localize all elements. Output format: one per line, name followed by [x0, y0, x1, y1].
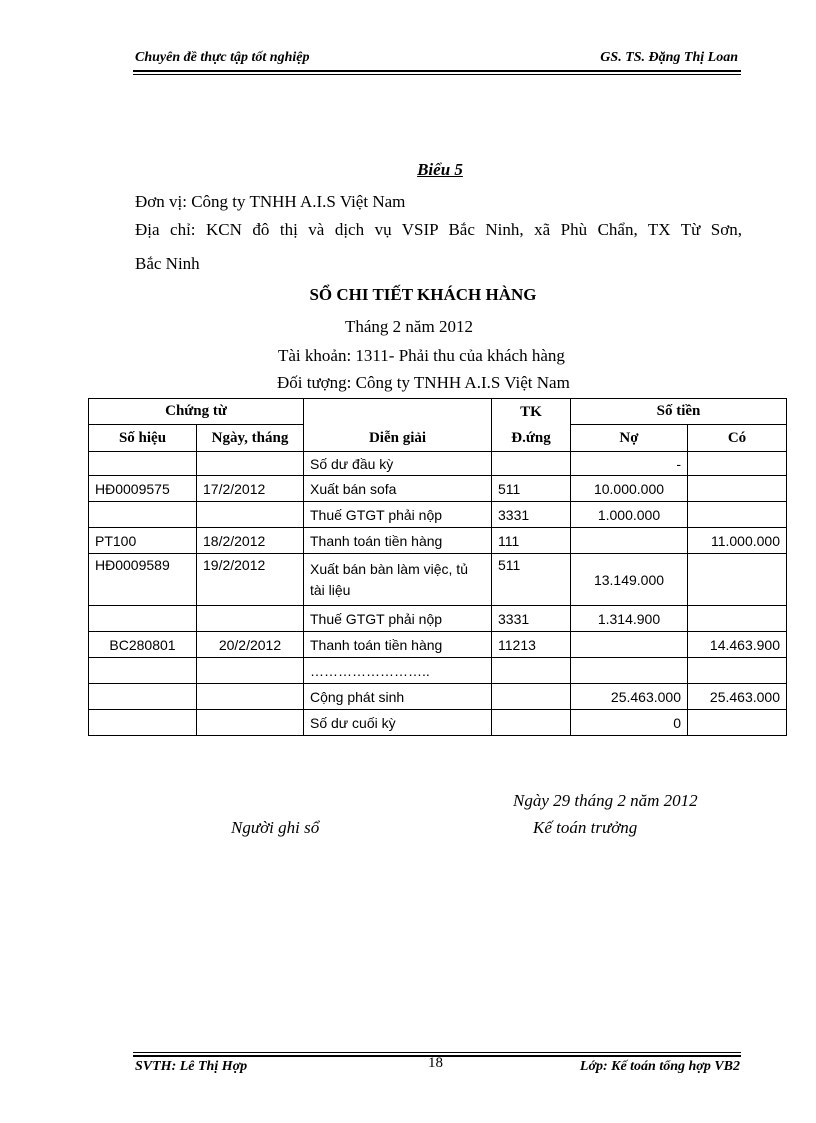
cell-tk: [492, 452, 571, 476]
cell-credit: [688, 476, 787, 502]
header-rule-thin: [133, 74, 741, 75]
cell-desc: Xuất bán bàn làm việc, tủ tài liệu: [304, 554, 492, 606]
cell-desc: Thuế GTGT phải nộp: [304, 502, 492, 528]
cell-date: [197, 452, 304, 476]
header-topic: Chuyên đề thực tập tốt nghiệp: [135, 50, 310, 65]
cell-credit: 11.000.000: [688, 528, 787, 554]
ledger-period: Tháng 2 năm 2012: [345, 317, 473, 336]
table-row: [89, 528, 787, 554]
table-row: [89, 632, 787, 658]
cell-desc: Cộng phát sinh: [304, 684, 492, 710]
footer-class: Lớp: Kế toán tổng hợp VB2: [579, 1059, 740, 1074]
cell-debit: 25.463.000: [571, 684, 688, 710]
cell-debit: 1.000.000: [571, 502, 688, 528]
cell-date: [197, 710, 304, 736]
ledger-subject: Đối tượng: Công ty TNHH A.I.S Việt Nam: [277, 373, 570, 392]
cell-desc: Số dư đầu kỳ: [304, 452, 492, 476]
col-description-header: Diễn giải: [304, 399, 492, 452]
cell-tk: 111: [492, 528, 571, 554]
cell-desc: Thuế GTGT phải nộp: [304, 606, 492, 632]
page-number: 18: [428, 1055, 443, 1071]
table-row: [89, 606, 787, 632]
cell-no: BC280801: [89, 632, 197, 658]
cell-tk: [492, 710, 571, 736]
cell-no: [89, 684, 197, 710]
cell-no: [89, 452, 197, 476]
cell-debit: 1.314.900: [571, 606, 688, 632]
col-contra-account-header: TK Đ.ứng: [492, 399, 571, 452]
cell-no: [89, 658, 197, 684]
cell-desc: Thanh toán tiền hàng: [304, 528, 492, 554]
cell-date: [197, 658, 304, 684]
cell-debit: 10.000.000: [571, 476, 688, 502]
col-debit-header: Nợ: [571, 425, 688, 452]
cell-debit: 0: [571, 710, 688, 736]
header-supervisor: GS. TS. Đặng Thị Loan: [600, 50, 738, 65]
table-row: [89, 502, 787, 528]
cell-credit: [688, 710, 787, 736]
cell-credit: [688, 658, 787, 684]
cell-credit: 14.463.900: [688, 632, 787, 658]
cell-date: [197, 502, 304, 528]
cell-credit: [688, 606, 787, 632]
cell-debit: [571, 528, 688, 554]
footer-rule-thin: [133, 1052, 741, 1053]
address-line-1: Địa chỉ: KCN đô thị và dịch vụ VSIP Bắc Ninh, xã Phù Chẩn, TX Từ Sơn,: [135, 220, 742, 239]
cell-date: 20/2/2012: [197, 632, 304, 658]
cell-desc: Xuất bán sofa: [304, 476, 492, 502]
cell-tk: 511: [492, 476, 571, 502]
unit-line: Đơn vị: Công ty TNHH A.I.S Việt Nam: [135, 192, 406, 211]
cell-no: HĐ0009589: [89, 554, 197, 606]
cell-tk: [492, 658, 571, 684]
cell-tk: 3331: [492, 606, 571, 632]
cell-tk: 3331: [492, 502, 571, 528]
header-rule: [133, 70, 741, 72]
col-credit-header: Có: [688, 425, 787, 452]
table-row: [89, 476, 787, 502]
table-row: [89, 684, 787, 710]
table-row: [89, 710, 787, 736]
cell-no: [89, 502, 197, 528]
address-line-2: Bắc Ninh: [135, 254, 200, 273]
footer-student: SVTH: Lê Thị Hợp: [135, 1059, 248, 1074]
cell-desc: ……………………..: [304, 658, 492, 684]
col-voucher-date-header: Ngày, tháng: [197, 425, 304, 452]
cell-no: [89, 710, 197, 736]
table-row: [89, 658, 787, 684]
cell-credit: 25.463.000: [688, 684, 787, 710]
col-voucher-header: Chứng từ: [89, 399, 304, 425]
cell-date: 18/2/2012: [197, 528, 304, 554]
cell-date: [197, 606, 304, 632]
ledger-account: Tài khoản: 1311- Phải thu của khách hàng: [278, 346, 565, 365]
cell-no: [89, 606, 197, 632]
cell-debit: 13.149.000: [571, 554, 688, 606]
cell-tk: 511: [492, 554, 571, 606]
col-voucher-no-header: Số hiệu: [89, 425, 197, 452]
cell-date: 19/2/2012: [197, 554, 304, 606]
cell-credit: [688, 554, 787, 606]
cell-date: 17/2/2012: [197, 476, 304, 502]
col-amount-header: Số tiền: [571, 399, 787, 425]
cell-desc: Thanh toán tiền hàng: [304, 632, 492, 658]
ledger-table: [88, 398, 787, 736]
cell-date: [197, 684, 304, 710]
table-row: [89, 452, 787, 476]
cell-debit: [571, 658, 688, 684]
signature-chief-accountant: Kế toán trưởng: [533, 818, 638, 837]
signature-recorder: Người ghi sổ: [231, 818, 320, 837]
signature-date: Ngày 29 tháng 2 năm 2012: [513, 791, 698, 810]
cell-debit: -: [571, 452, 688, 476]
form-label: Biểu 5: [417, 160, 463, 179]
cell-tk: [492, 684, 571, 710]
ledger-title: SỔ CHI TIẾT KHÁCH HÀNG: [309, 285, 537, 304]
cell-credit: [688, 452, 787, 476]
cell-credit: [688, 502, 787, 528]
cell-desc: Số dư cuối kỳ: [304, 710, 492, 736]
cell-no: HĐ0009575: [89, 476, 197, 502]
table-row: [89, 554, 787, 606]
cell-tk: 11213: [492, 632, 571, 658]
cell-debit: [571, 632, 688, 658]
cell-no: PT100: [89, 528, 197, 554]
